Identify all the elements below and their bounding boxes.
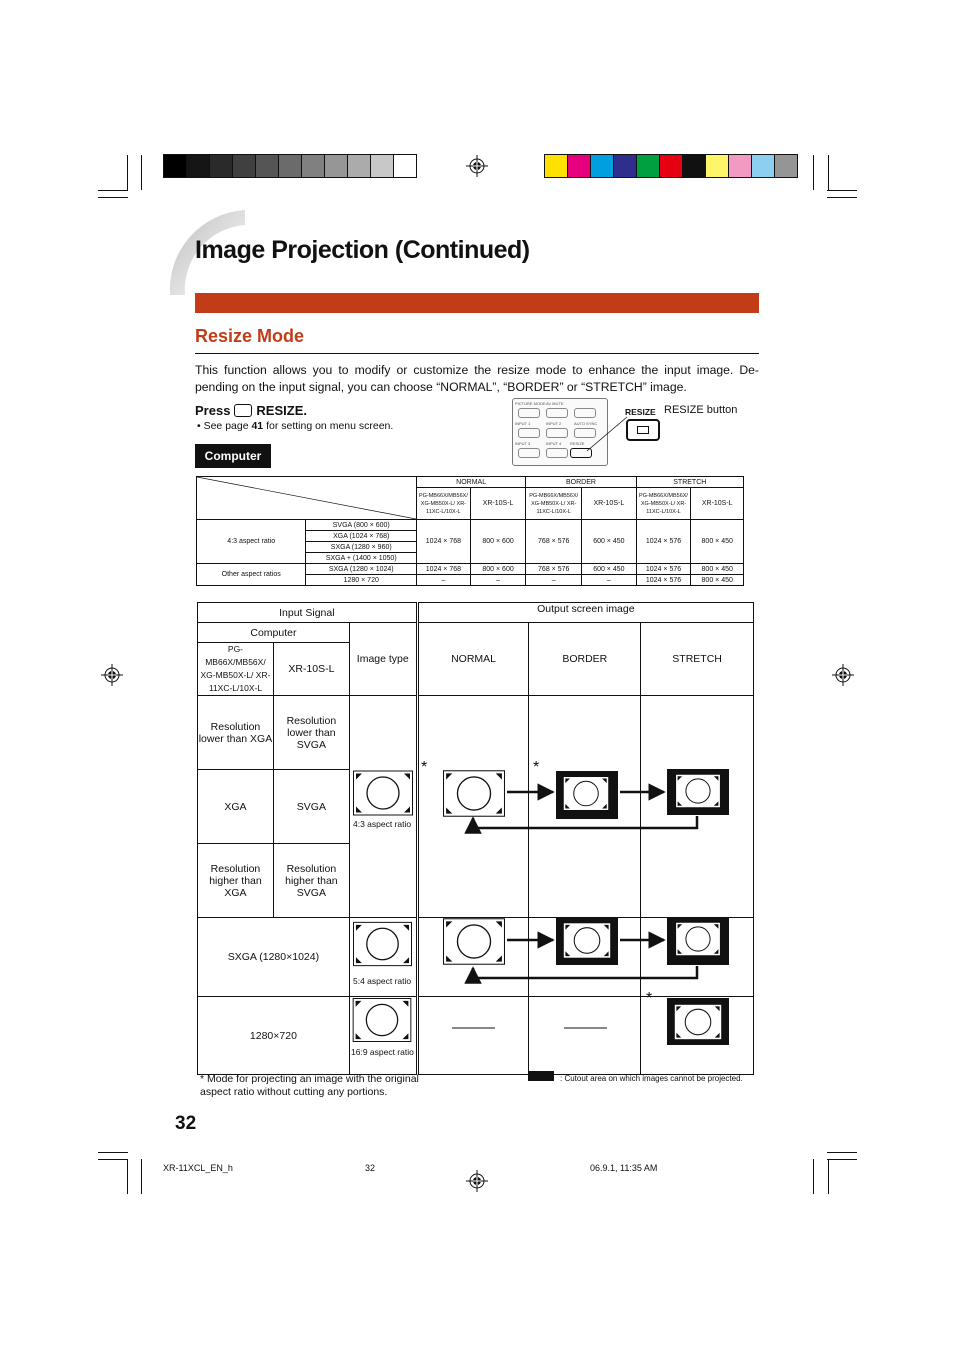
value-cell: 800 × 600 (470, 520, 526, 564)
row-group-43: 4:3 aspect ratio (197, 520, 306, 564)
section-title: Resize Mode (195, 326, 305, 346)
remote-label: RESIZE (570, 441, 585, 446)
signal-cell: 1280 × 720 (306, 575, 417, 586)
value-cell: – (582, 575, 637, 586)
row-label-b: Resolution lower than SVGA (273, 696, 349, 770)
row-label-a: Resolution lower than XGA (198, 696, 274, 770)
value-cell: 600 × 450 (582, 520, 637, 564)
value-cell: 1024 × 768 (417, 520, 471, 564)
stretch-43-icon (676, 774, 721, 807)
resize-key-label: RESIZE (625, 407, 656, 417)
model-a: PG-MB66X/MB56X/ XG-MB50X-L/ XR-11XC-L/10X-L (417, 488, 471, 520)
hd-label: 1280×720 (198, 997, 350, 1075)
sxga-label: SXGA (1280×1024) (198, 918, 350, 997)
press-prefix: Press (195, 403, 231, 418)
input-signal-header: Input Signal (198, 603, 418, 623)
cutout-legend-text: : Cutout area on which images cannot be projected. (560, 1074, 743, 1083)
row-label-a: Resolution higher than XGA (198, 844, 274, 918)
asterisk-normal: * (421, 759, 428, 776)
model-b: XR-10S-L (691, 488, 744, 520)
model-a: PG-MB66X/MB56X/ XG-MB50X-L/ XR-11XC-L/10X-L (526, 488, 582, 520)
footer-right: 06.9.1, 11:35 AM (590, 1163, 658, 1173)
value-cell: 1024 × 576 (636, 575, 691, 586)
page-number: 32 (175, 1113, 197, 1134)
model-a-header: PG-MB66X/MB56X/ XG-MB50X-L/ XR-11XC-L/10X-L (198, 643, 274, 696)
return-arrow-icon (473, 966, 697, 978)
image-169-icon (353, 998, 411, 1041)
see-page-number: 41 (251, 420, 264, 432)
see-page-prefix: • See page (197, 420, 252, 432)
model-b: XR-10S-L (582, 488, 637, 520)
footer-center: 32 (365, 1163, 376, 1173)
row-label-b: Resolution higher than SVGA (273, 844, 349, 918)
normal-54-icon (444, 919, 505, 964)
output-image-header: Output screen image (417, 603, 753, 623)
value-cell: – (526, 575, 582, 586)
footer-left: XR-11XCL_EN_h (163, 1163, 233, 1173)
image-type-header: Image type (349, 623, 417, 696)
resize-button-caption: RESIZE button (664, 404, 738, 416)
stretch-169-icon (674, 1004, 721, 1039)
mode-normal: NORMAL (417, 623, 529, 696)
value-cell: 1024 × 768 (417, 564, 471, 575)
header-normal: NORMAL (417, 477, 526, 488)
intro-paragraph: This function allows you to modify or customize the resize mode to enhance the input image. De-pending on the input signal, you can choose “NORMAL”, “BORDER” or “STRETCH” image. (195, 363, 759, 394)
value-cell: 800 × 450 (691, 575, 744, 586)
remote-label: INPUT 2 (546, 421, 562, 426)
remote-label: AUTO SYNC (574, 421, 598, 426)
model-a: PG-MB66X/MB56X/ XG-MB50X-L/ XR-11XC-L/10X-L (636, 488, 691, 520)
image-43-icon (354, 771, 413, 815)
signal-cell: SXGA (1280 × 1024) (306, 564, 417, 575)
signal-cell: SXGA + (1400 × 1050) (306, 553, 417, 564)
row-group-other: Other aspect ratios (197, 564, 306, 586)
asterisk-border: * (533, 759, 540, 776)
value-cell: 800 × 450 (691, 564, 744, 575)
value-cell: 768 × 576 (526, 520, 582, 564)
page-title: Image Projection (Continued) (195, 236, 530, 264)
border-54-icon (563, 923, 610, 958)
remote-label: AV MUTE (546, 401, 564, 406)
asterisk-stretch: * (646, 990, 653, 1007)
value-cell: 800 × 600 (470, 564, 526, 575)
signal-cell: SVGA (800 × 600) (306, 520, 417, 531)
border-43-icon (563, 777, 608, 811)
value-cell: 1024 × 576 (636, 564, 691, 575)
value-cell: 800 × 450 (691, 520, 744, 564)
mode-stretch: STRETCH (641, 623, 754, 696)
computer-header: Computer (198, 623, 350, 643)
row-label-b: SVGA (273, 770, 349, 844)
stretch-54-icon (676, 922, 721, 955)
header-stretch: STRETCH (636, 477, 743, 488)
see-page-suffix: for setting on menu screen. (263, 420, 394, 432)
computer-tab-label: Computer (195, 444, 271, 468)
remote-label: INPUT 4 (546, 441, 562, 446)
row-label-a: XGA (198, 770, 274, 844)
aspect-43-label: 4:3 aspect ratio (353, 819, 412, 829)
image-54-icon (353, 922, 411, 965)
aspect-54-label: 5:4 aspect ratio (353, 976, 412, 986)
aspect-169-label: 16:9 aspect ratio (351, 1047, 414, 1057)
cutout-legend-swatch (528, 1071, 554, 1081)
signal-cell: XGA (1024 × 768) (306, 531, 417, 542)
model-b: XR-10S-L (470, 488, 526, 520)
value-cell: 1024 × 576 (636, 520, 691, 564)
header-border: BORDER (526, 477, 636, 488)
normal-43-icon (444, 771, 505, 816)
model-b-header: XR-10S-L (273, 643, 349, 696)
footnote: * Mode for projecting an image with the original aspect ratio without cutting any portions. (200, 1073, 419, 1098)
remote-label: PICTURE MODE (515, 401, 546, 406)
press-suffix: RESIZE. (256, 403, 307, 418)
remote-label: INPUT 1 (515, 421, 531, 426)
remote-label: INPUT 3 (515, 441, 531, 446)
value-cell: 768 × 576 (526, 564, 582, 575)
mode-border: BORDER (529, 623, 641, 696)
value-cell: 600 × 450 (582, 564, 637, 575)
signal-cell: SXGA (1280 × 960) (306, 542, 417, 553)
value-cell: – (417, 575, 471, 586)
value-cell: – (470, 575, 526, 586)
